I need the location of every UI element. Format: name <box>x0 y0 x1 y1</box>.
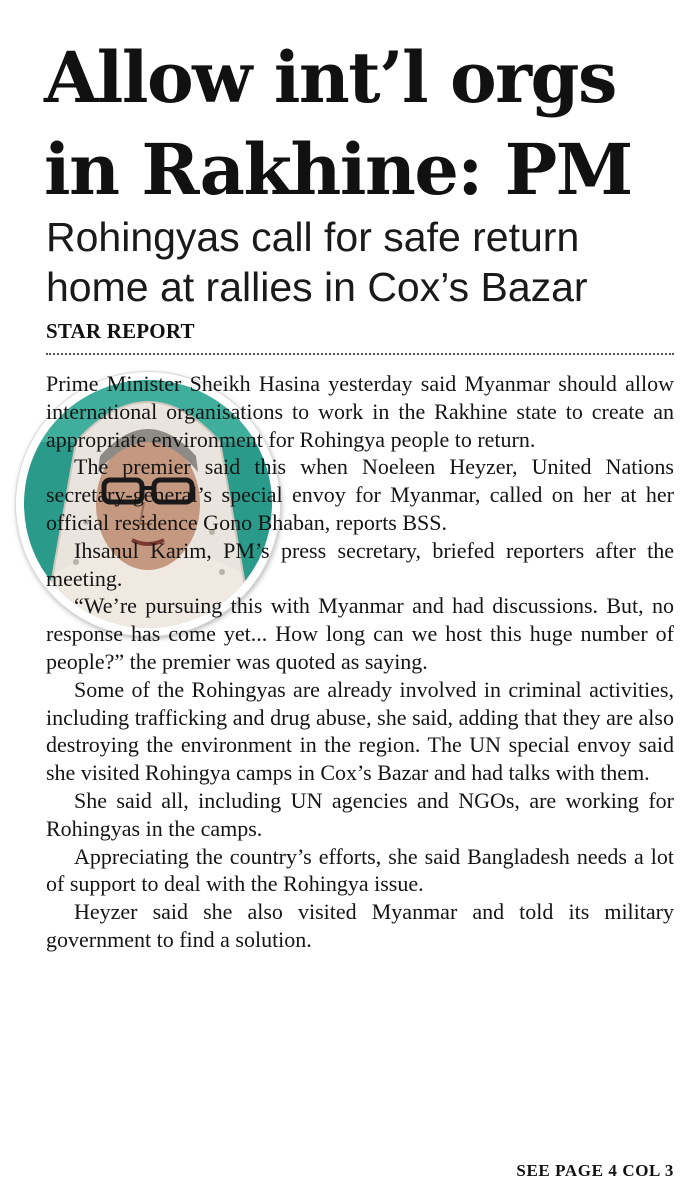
headline-line-1: Allow int’l orgs <box>44 36 616 119</box>
subheadline-line-2: home at rallies in Cox’s Bazar <box>46 264 588 310</box>
paragraph: Prime Minister Sheikh Hasina yesterday said Myanmar should allow international organisations to work in the Rakhine state to create an appropriate environment for Rohingya people to return. <box>46 371 674 452</box>
subheadline <box>46 212 676 312</box>
paragraph: The premier said this when Noeleen Heyzer, United Nations secretary-general’s special envoy for Myanmar, called on her at her official residence Gono Bhaban, reports BSS. <box>46 454 674 535</box>
paragraph: Heyzer said she also visited Myanmar and told its military government to find a solution. <box>46 899 674 952</box>
byline: STAR REPORT <box>46 319 195 343</box>
article-body <box>46 370 674 954</box>
headline <box>44 32 674 216</box>
paragraph: “We’re pursuing this with Myanmar and had discussions. But, no response has come yet... How long can we host this huge number of people?” the premier was quoted as saying. <box>46 593 674 674</box>
paragraph: Ihsanul Karim, PM’s press secretary, briefed reporters after the meeting. <box>46 537 674 591</box>
subheadline-line-1: Rohingyas call for safe return <box>46 214 580 260</box>
dotted-divider <box>46 353 674 355</box>
paragraph: She said all, including UN agencies and NGOs, are working for Rohingyas in the camps. <box>46 787 674 841</box>
headline-line-2: in Rakhine: PM <box>44 128 632 211</box>
paragraph: Appreciating the country’s efforts, she said Bangladesh needs a lot of support to deal with the Rohingya issue. <box>46 843 674 897</box>
continued-jump-line: SEE PAGE 4 COL 3 <box>516 1161 674 1180</box>
paragraph: Some of the Rohingyas are already involved in criminal activities, including trafficking and drug abuse, she said, adding that they are also destroying the environment in the region. The UN special envoy said she visited Rohingya camps in Cox’s Bazar and had talks with them. <box>46 676 674 786</box>
